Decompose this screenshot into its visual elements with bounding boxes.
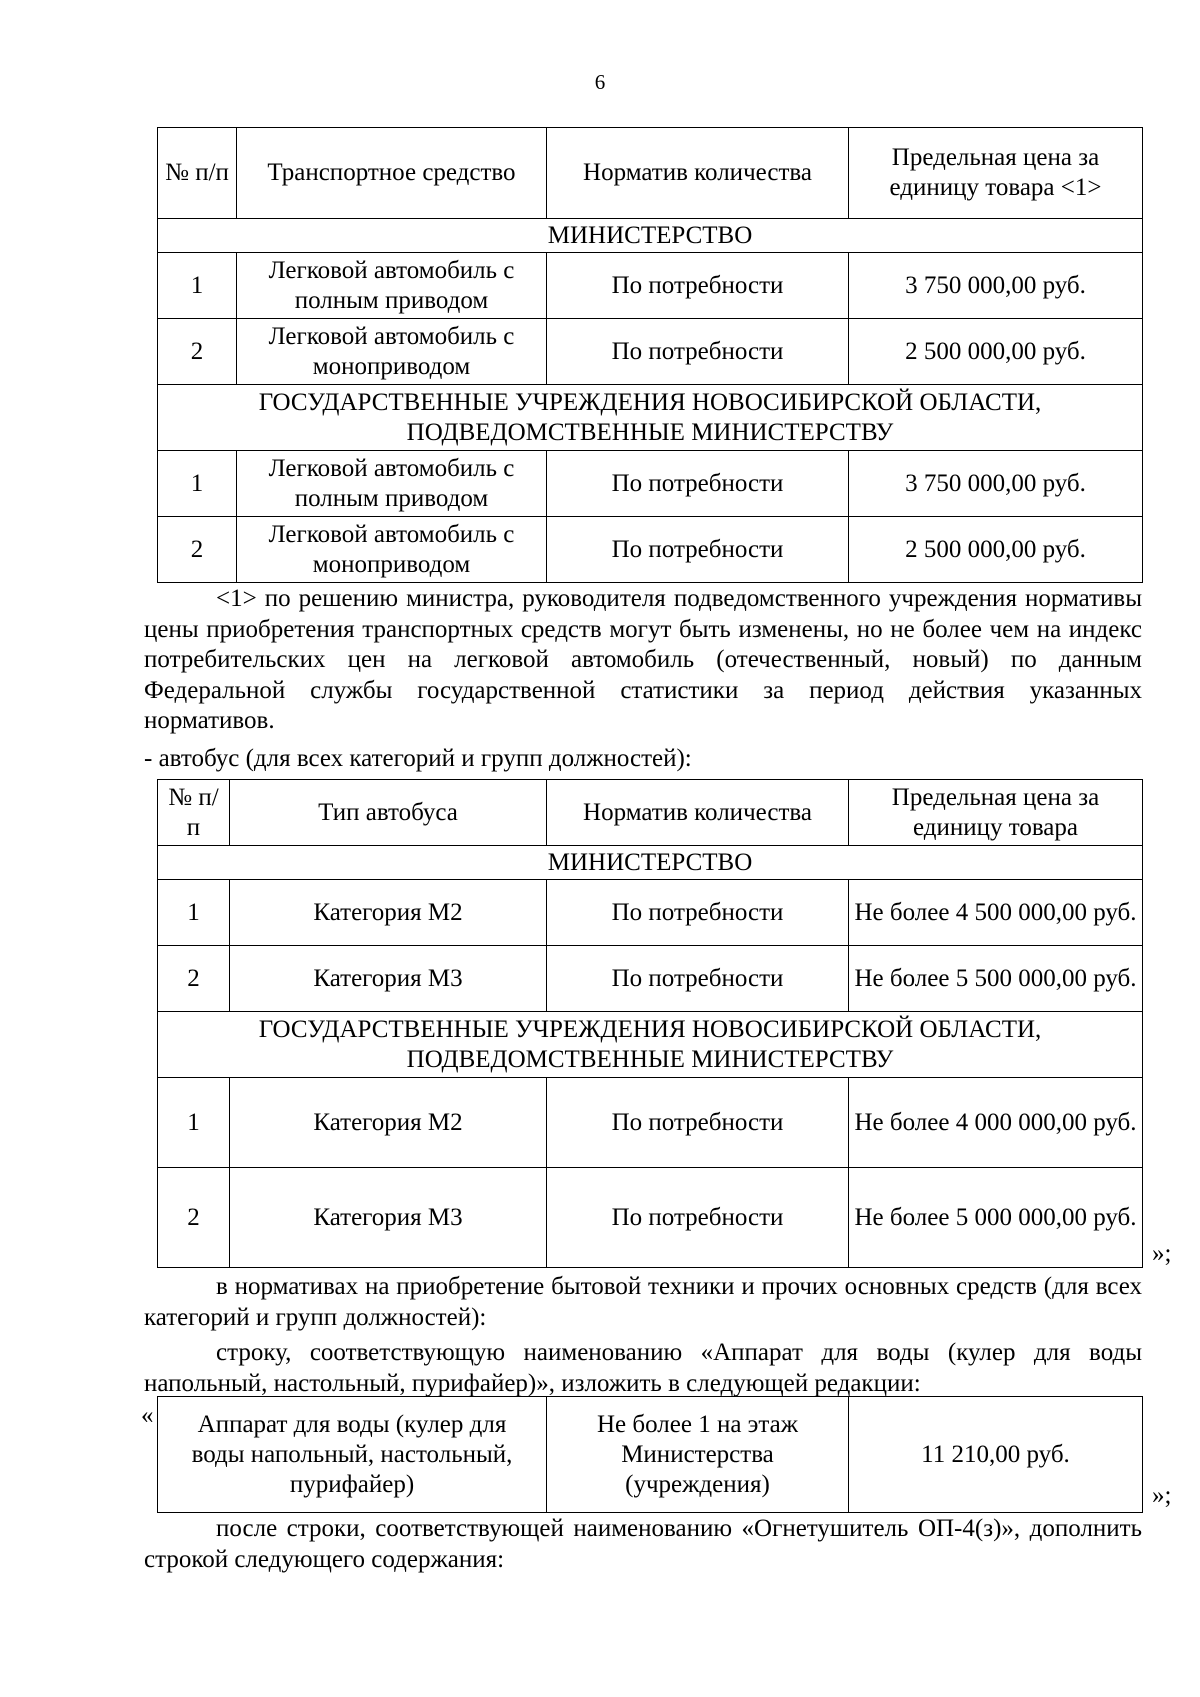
row-price: 3 750 000,00 руб. [849,451,1143,517]
section-row [158,385,1143,451]
table-row [158,1078,1143,1168]
row-price: Не более 4 500 000,00 руб. [849,880,1143,946]
header-price: Предельная цена за единицу товара [849,780,1143,846]
row-name: Аппарат для воды (кулер для воды напольный, настольный, пурифайер) [158,1397,547,1513]
header-price: Предельная цена за единицу товара <1> [849,128,1143,219]
row-price: 2 500 000,00 руб. [849,517,1143,583]
closing-quote: »; [1152,1482,1172,1509]
row-number: 1 [158,880,230,946]
row-number: 1 [158,451,237,517]
table-row [158,946,1143,1012]
footnote-paragraph: <1> по решению министра, руководителя подведомственного учреждения нормативы цены приобретения транспортных средств могут быть изменены, но не более чем на индекс потребительских цен на легковой автомобиль (отечественный, новый) по данным Федеральной службы государственной статистики за период действия указанных нормативов. [144,585,1142,734]
header-bus-type: Тип автобуса [230,780,547,846]
row-name: Легковой автомобиль с моноприводом [237,517,547,583]
table-header-row [158,128,1143,219]
row-quantity: Не более 1 на этаж Министерства (учреждения) [547,1397,849,1513]
row-name: Категория М2 [230,880,547,946]
table-row [158,517,1143,583]
section-title: ГОСУДАРСТВЕННЫЕ УЧРЕЖДЕНИЯ НОВОСИБИРСКОЙ ОБЛАСТИ, ПОДВЕДОМСТВЕННЫЕ МИНИСТЕРСТВУ [158,385,1143,451]
opening-quote: « [141,1402,154,1429]
household-paragraph: в нормативах на приобретение бытовой техники и прочих основных средств (для всех категорий и групп должностей): [144,1273,1142,1331]
row-price: Не более 5 000 000,00 руб. [849,1168,1143,1268]
table-row [158,253,1143,319]
row-number: 1 [158,253,237,319]
row-name: Категория М2 [230,1078,547,1168]
table-row [158,1168,1143,1268]
row-name: Категория М3 [230,946,547,1012]
row-number: 2 [158,319,237,385]
row-number: 2 [158,517,237,583]
row-quantity: По потребности [547,319,849,385]
section-title: МИНИСТЕРСТВО [158,219,1143,253]
table-header-row [158,780,1143,846]
row-price: 11 210,00 руб. [849,1397,1143,1513]
row-name: Легковой автомобиль с моноприводом [237,319,547,385]
after-row-paragraph: после строки, соответствующей наименованию «Огнетушитель ОП-4(з)», дополнить строкой следующего содержания: [144,1515,1142,1573]
row-quantity: По потребности [547,880,849,946]
row-quantity: По потребности [547,253,849,319]
table-row [158,880,1143,946]
section-title: МИНИСТЕРСТВО [158,846,1143,880]
header-vehicle: Транспортное средство [237,128,547,219]
buses-table [157,779,1143,1268]
row-price: Не более 5 500 000,00 руб. [849,946,1143,1012]
table-row [158,1397,1143,1513]
row-number: 2 [158,946,230,1012]
section-row [158,219,1143,253]
table-row [158,451,1143,517]
row-price: Не более 4 000 000,00 руб. [849,1078,1143,1168]
page-number: 6 [594,70,606,94]
closing-quote: »; [1152,1240,1172,1267]
row-price: 2 500 000,00 руб. [849,319,1143,385]
row-replacement-paragraph: строку, соответствующую наименованию «Аппарат для воды (кулер для воды напольный, настольный, пурифайер)», изложить в следующей редакции: [144,1339,1142,1397]
header-quantity: Норматив количества [547,128,849,219]
row-name: Легковой автомобиль с полным приводом [237,253,547,319]
row-name: Легковой автомобиль с полным приводом [237,451,547,517]
row-quantity: По потребности [547,451,849,517]
header-quantity: Норматив количества [547,780,849,846]
row-quantity: По потребности [547,517,849,583]
row-quantity: По потребности [547,1078,849,1168]
row-quantity: По потребности [547,946,849,1012]
row-quantity: По потребности [547,1168,849,1268]
header-number: № п/п [158,780,230,846]
section-row [158,1012,1143,1078]
row-name: Категория М3 [230,1168,547,1268]
row-price: 3 750 000,00 руб. [849,253,1143,319]
table-row [158,319,1143,385]
section-row [158,846,1143,880]
row-number: 1 [158,1078,230,1168]
vehicles-table [157,127,1143,583]
bus-intro: - автобус (для всех категорий и групп должностей): [144,745,692,772]
header-number: № п/п [158,128,237,219]
water-dispenser-table [157,1396,1143,1513]
row-number: 2 [158,1168,230,1268]
section-title: ГОСУДАРСТВЕННЫЕ УЧРЕЖДЕНИЯ НОВОСИБИРСКОЙ ОБЛАСТИ, ПОДВЕДОМСТВЕННЫЕ МИНИСТЕРСТВУ [158,1012,1143,1078]
